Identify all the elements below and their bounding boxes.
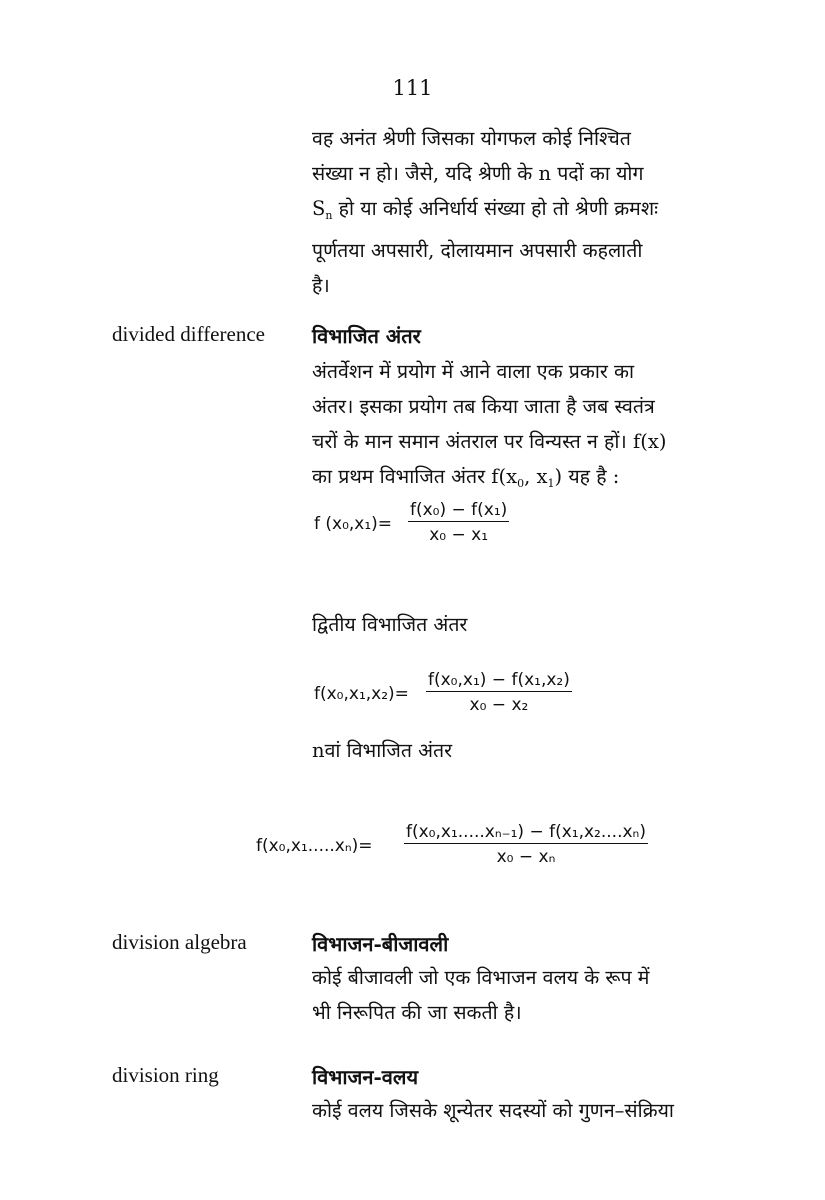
second-divided-difference-label: द्वितीय विभाजित अंतर (312, 613, 468, 636)
heading-divided-difference: विभाजित अंतर (312, 324, 421, 348)
formula-fraction (404, 822, 648, 867)
formula-denominator: x₀ − x₁ (429, 525, 489, 545)
formula-lhs: f (x₀,x₁)= (314, 514, 393, 534)
heading-division-ring: विभाजन-वलय (312, 1065, 419, 1089)
formula-denominator: x₀ − xₙ (496, 847, 556, 867)
formula-numerator: f(x₀,x₁.....xₙ₋₁) − f(x₁,x₂....xₙ) (406, 822, 646, 842)
division-ring-definition (312, 1093, 722, 1128)
formula-lhs: f(x₀,x₁.....xₙ)= (256, 836, 373, 856)
definition-line: कोई बीजावली जो एक विभाजन वलय के रूप में (312, 966, 650, 989)
definition-line: अंतर्वेशन में प्रयोग में आने वाला एक प्रकार का (312, 360, 635, 383)
definition-line: कोई वलय जिसके शून्येतर सदस्यों को गुणन–संक्रिया (312, 1099, 674, 1122)
term-divided-difference: divided difference (112, 322, 265, 346)
formula-lhs: f(x₀,x₁,x₂)= (314, 684, 409, 704)
formula-fraction (426, 670, 572, 715)
intro-line-rest: हो या कोई अनिर्धार्य संख्या हो तो श्रेणी क्रमशः (338, 197, 659, 220)
intro-line: पूर्णतया अपसारी, दोलायमान अपसारी कहलाती (312, 239, 643, 262)
heading-division-algebra: विभाजन-बीजावली (312, 932, 449, 956)
intro-s-subscript: n (325, 209, 333, 222)
formula-denominator: x₀ − x₂ (469, 695, 529, 715)
nth-divided-difference-label: nवां विभाजित अंतर (312, 739, 453, 762)
definition-line: का प्रथम विभाजित अंतर $f(x_0$, $x_1$) यह है : (312, 465, 620, 490)
intro-line: है। (312, 274, 330, 297)
intro-line: संख्या न हो। जैसे, यदि श्रेणी के n पदों का योग (312, 162, 644, 185)
intro-line: वह अनंत श्रेणी जिसका योगफल कोई निश्चित (312, 127, 631, 150)
intro-s: S (312, 197, 326, 220)
formula-numerator: f(x₀,x₁) − f(x₁,x₂) (428, 670, 570, 690)
definition-line: भी निरूपित की जा सकती है। (312, 1001, 522, 1024)
term-division-ring: division ring (112, 1063, 219, 1087)
divided-difference-definition (312, 354, 722, 501)
formula-fraction (408, 500, 509, 545)
intro-paragraph (312, 121, 722, 303)
definition-line: चरों के मान समान अंतराल पर विन्यस्त न हों। f(x) (312, 430, 667, 453)
formula-numerator: f(x₀) − f(x₁) (410, 500, 508, 520)
page-number: 111 (392, 76, 433, 100)
division-algebra-definition (312, 960, 722, 1030)
intro-line (312, 191, 722, 233)
term-division-algebra: division algebra (112, 930, 247, 954)
definition-line: अंतर। इसका प्रयोग तब किया जाता है जब स्वतंत्र (312, 395, 655, 418)
